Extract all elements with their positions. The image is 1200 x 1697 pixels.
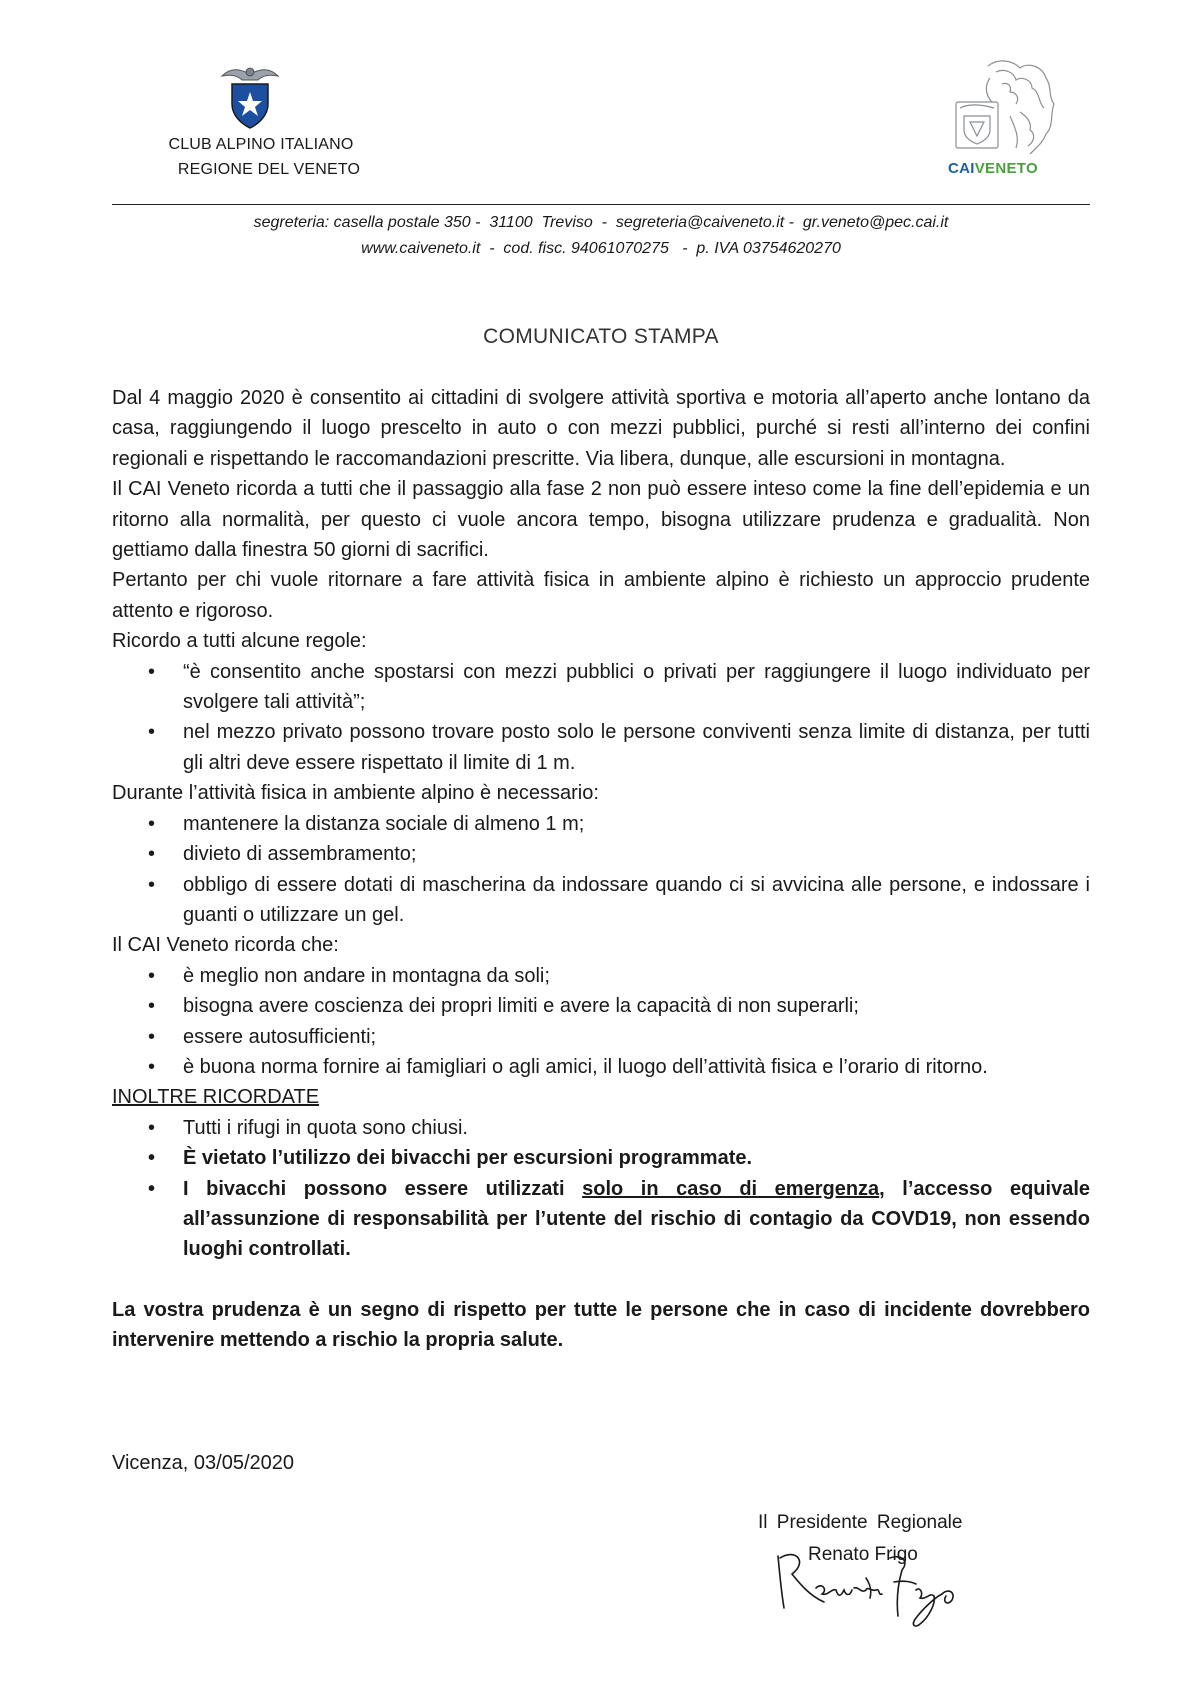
emergency-text-before: I bivacchi possono essere utilizzati	[183, 1177, 583, 1200]
cai-veneto-wordmark	[948, 160, 1038, 177]
handwritten-signature-icon	[770, 1538, 980, 1638]
list-item: • È vietato l’utilizzo dei bivacchi per escursioni programmate.	[112, 1143, 1090, 1173]
org-name-line2: REGIONE DEL VENETO	[177, 161, 361, 178]
wordmark-veneto: VENETO	[974, 160, 1038, 177]
press-release-body	[112, 383, 1090, 1356]
cai-eagle-logo-icon	[218, 62, 282, 130]
list-item-emergency	[112, 1174, 1090, 1265]
list-item: • obbligo di essere dotati di mascherina da indossare quando ci si avvicina alle persone, e indossare i guanti o utilizzare un gel.	[112, 870, 1090, 931]
necessary-list	[112, 809, 1090, 931]
contact-line-secretariat: segreteria: casella postale 350 - 31100 Treviso - segreteria@caiveneto.it - gr.veneto@pec.cai.it	[253, 214, 949, 231]
paragraph-closing: La vostra prudenza è un segno di rispetto per tutte le persone che in caso di incidente dovrebbero intervenire mettendo a rischio la propria salute.	[112, 1298, 1090, 1352]
rules-list	[112, 657, 1090, 779]
wordmark-cai: CAI	[948, 160, 975, 177]
emergency-text-underlined: solo in caso di emergenza	[582, 1177, 880, 1200]
list-item: • è meglio non andare in montagna da soli;	[112, 961, 1090, 991]
list-item: • nel mezzo privato possono trovare posto solo le persone conviventi senza limite di distanza, per tutti gli altri deve essere rispettato il limite di 1 m.	[112, 717, 1090, 778]
place-date: Vicenza, 03/05/2020	[112, 1452, 295, 1474]
document-title: COMUNICATO STAMPA	[483, 325, 719, 348]
list-item: • Tutti i rifugi in quota sono chiusi.	[112, 1113, 1090, 1143]
paragraph-reminders-intro: Il CAI Veneto ricorda che:	[112, 934, 339, 957]
list-item: • mantenere la distanza sociale di almeno 1 m;	[112, 809, 1090, 839]
also-remember-list	[112, 1113, 1090, 1265]
header-divider	[112, 204, 1090, 205]
list-item: • è buona norma fornire ai famigliari o agli amici, il luogo dell’attività fisica e l’orario di ritorno.	[112, 1052, 1090, 1082]
signer-title: Il Presidente Regionale	[758, 1512, 963, 1533]
paragraph-intro: Dal 4 maggio 2020 è consentito ai cittadini di svolgere attività sportiva e motoria all’aperto anche lontano da casa, raggiungendo il luogo prescelto in auto o con mezzi pubblici, purché si resti all’interno dei confini regionali e rispettando le raccomandazioni prescritte. Via libera, dunque, alle escursioni in montagna.	[112, 387, 1090, 470]
paragraph-phase2: Il CAI Veneto ricorda a tutti che il passaggio alla fase 2 non può essere inteso come la fine dell’epidemia e un ritorno alla normalità, per questo ci vuole ancora tempo, bisogna utilizzare prudenza e gradualità. Non gettiamo dalla finestra 50 giorni di sacrifici.	[112, 478, 1090, 562]
paragraph-necessary-intro: Durante l’attività fisica in ambiente alpino è necessario:	[112, 782, 599, 805]
also-remember-heading: INOLTRE RICORDATE	[112, 1086, 320, 1109]
contact-line-web-tax: www.caiveneto.it - cod. fisc. 94061070275 - p. IVA 03754620270	[361, 240, 841, 257]
spacer	[112, 1265, 1090, 1295]
paragraph-approach: Pertanto per chi vuole ritornare a fare attività fisica in ambiente alpino è richiesto un approccio prudente attento e rigoroso.	[112, 569, 1090, 622]
signer-name: Renato Frigo	[808, 1544, 918, 1565]
list-item: • bisogna avere coscienza dei propri limiti e avere la capacità di non superarli;	[112, 991, 1090, 1021]
emergency-text-after: , l’accesso equivale all’assunzione di responsabilità per l’utente del rischio di contagio da COVD19, non essendo luoghi controllati.	[183, 1177, 1090, 1261]
reminders-list	[112, 961, 1090, 1083]
cai-veneto-lion-logo-icon	[950, 56, 1058, 156]
list-item: • “è consentito anche spostarsi con mezzi pubblici o privati per raggiungere il luogo individuato per svolgere tali attività”;	[112, 657, 1090, 718]
org-name-line1: CLUB ALPINO ITALIANO	[168, 136, 354, 153]
paragraph-rules-intro: Ricordo a tutti alcune regole:	[112, 630, 367, 653]
list-item: • essere autosufficienti;	[112, 1022, 1090, 1052]
list-item: • divieto di assembramento;	[112, 839, 1090, 869]
